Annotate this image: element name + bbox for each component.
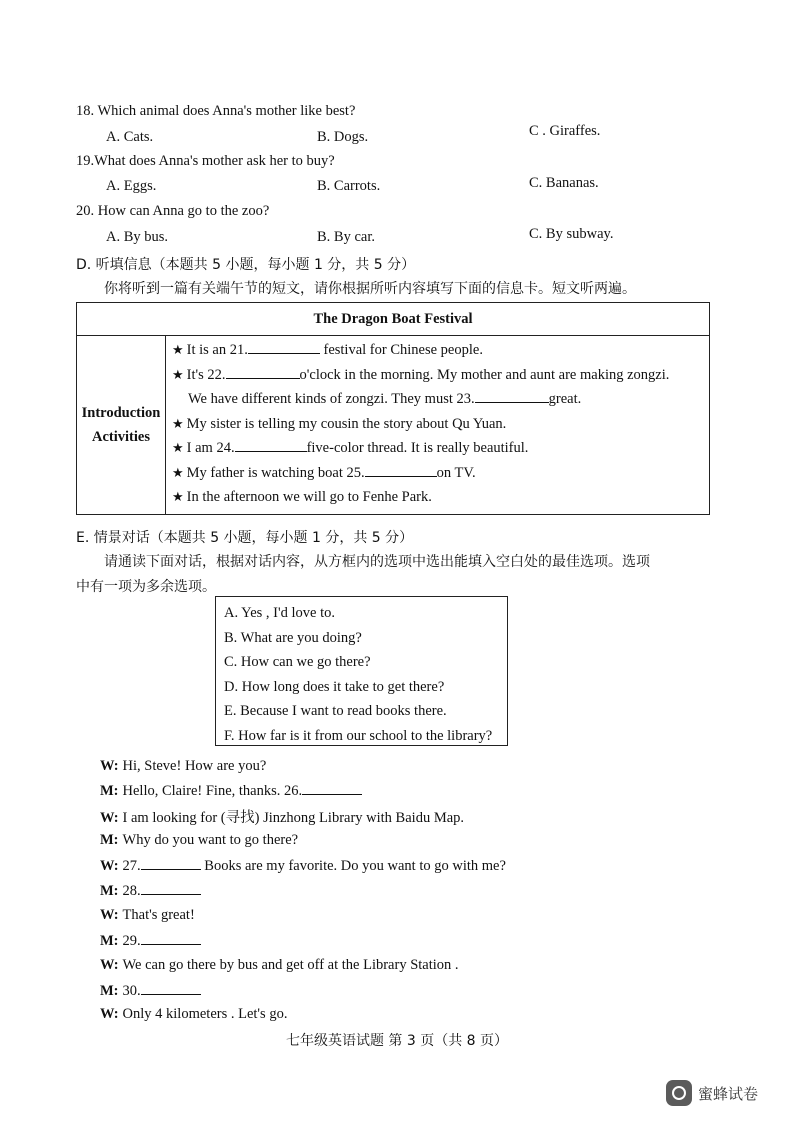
option-c: C. How can we go there? xyxy=(224,654,371,670)
question-19: 19.What does Anna's mother ask her to buy? xyxy=(76,153,335,169)
q18-option-c: C . Giraffes. xyxy=(529,123,601,139)
blank-30[interactable] xyxy=(141,982,201,995)
q20-option-a: A. By bus. xyxy=(106,229,169,245)
q20-option-b: B. By car. xyxy=(317,229,375,245)
options-box xyxy=(215,596,508,746)
speaker: M: xyxy=(100,933,119,949)
star-icon: ★ xyxy=(172,415,184,431)
blank-25[interactable] xyxy=(365,464,437,477)
info-row-23 xyxy=(172,387,709,412)
star-icon: ★ xyxy=(172,489,184,504)
question-20: 20. How can Anna go to the zoo? xyxy=(76,203,270,219)
info-row-21 xyxy=(172,338,709,363)
row-text: o'clock in the morning. My mother and aunt are making zongzi. xyxy=(299,366,670,383)
info-row-25 xyxy=(172,461,709,486)
section-e-heading: E. 情景对话（本题共 5 小题，每小题 1 分，共 5 分） xyxy=(76,530,414,546)
star-icon: ★ xyxy=(172,440,184,455)
row-text: My father is watching boat 25. xyxy=(186,464,365,481)
line-text: 30. xyxy=(122,983,141,999)
info-row-22 xyxy=(172,363,709,388)
question-18: 18. Which animal does Anna's mother like best? xyxy=(76,103,356,119)
row-text: great. xyxy=(548,391,582,407)
blank-29[interactable] xyxy=(141,932,201,945)
row-text: festival for Chinese people. xyxy=(323,342,483,358)
line-text: 28. xyxy=(122,883,141,899)
watermark-text: 蜜蜂试卷 xyxy=(698,1085,759,1103)
option-a: A. Yes , I'd love to. xyxy=(224,605,335,621)
blank-21[interactable] xyxy=(248,341,320,354)
blank-24[interactable] xyxy=(235,439,307,452)
line-text: We can go there by bus and get off at the Library Station . xyxy=(122,957,459,973)
info-card-table xyxy=(76,302,710,515)
info-card-label xyxy=(77,336,166,515)
dialogue-line xyxy=(100,832,298,849)
option-d: D. How long does it take to get there? xyxy=(224,678,445,695)
page-footer: 七年级英语试题 第 3 页（共 8 页） xyxy=(285,1033,509,1049)
line-text: Books are my favorite. Do you want to go with me? xyxy=(204,858,506,874)
star-icon: ★ xyxy=(172,464,184,480)
q19-option-a: A. Eggs. xyxy=(106,178,157,194)
dialogue-line xyxy=(100,806,464,827)
dialogue-line xyxy=(100,907,195,924)
watermark-logo xyxy=(666,1080,776,1110)
star-icon: ★ xyxy=(172,366,184,382)
line-text: That's great! xyxy=(122,907,195,923)
dialogue-line xyxy=(100,1006,287,1023)
speaker: M: xyxy=(100,983,119,999)
blank-23[interactable] xyxy=(475,390,549,403)
speaker: M: xyxy=(100,883,119,899)
row-text: on TV. xyxy=(436,464,476,481)
label-introduction: Introduction xyxy=(81,404,161,421)
speaker: M: xyxy=(100,783,119,799)
section-e-instruction-1: 请通读下面对话，根据对话内容，从方框内的选项中选出能填入空白处的最佳选项。选项 xyxy=(104,554,650,570)
option-f: F. How far is it from our school to the library? xyxy=(224,727,493,744)
dialogue-line xyxy=(100,882,201,900)
speaker: W: xyxy=(100,907,119,923)
q18-option-a: A. Cats. xyxy=(106,129,154,145)
blank-22[interactable] xyxy=(226,366,300,379)
row-text: It's 22. xyxy=(186,366,226,383)
blank-28[interactable] xyxy=(141,882,201,895)
dialogue-line xyxy=(100,857,506,875)
option-e: E. Because I want to read books there. xyxy=(224,703,447,719)
speaker: W: xyxy=(100,1006,119,1022)
row-text: I am 24. xyxy=(186,440,235,456)
line-text: Hello, Claire! Fine, thanks. 26. xyxy=(122,783,303,799)
label-activities: Activities xyxy=(92,428,150,445)
q19-option-c: C. Bananas. xyxy=(529,175,599,191)
blank-27[interactable] xyxy=(141,857,201,870)
speaker: W: xyxy=(100,758,119,774)
dialogue-line xyxy=(100,982,201,1000)
dialogue-line xyxy=(100,932,201,950)
q20-option-c: C. By subway. xyxy=(529,226,614,242)
info-card-title: The Dragon Boat Festival xyxy=(77,303,710,336)
info-row-24 xyxy=(172,436,709,461)
speaker: W: xyxy=(100,957,119,973)
line-text: Only 4 kilometers . Let's go. xyxy=(122,1006,288,1022)
info-row-park xyxy=(172,485,709,510)
option-b: B. What are you doing? xyxy=(224,629,362,646)
section-d-heading: D. 听填信息（本题共 5 小题，每小题 1 分，共 5 分） xyxy=(76,257,416,273)
q19-option-b: B. Carrots. xyxy=(317,178,381,194)
line-text: Why do you want to go there? xyxy=(122,832,299,848)
line-text: 27. xyxy=(122,858,141,874)
section-e-instruction-2: 中有一项为多余选项。 xyxy=(76,579,216,595)
row-text: It is an 21. xyxy=(186,342,248,358)
dialogue-line xyxy=(100,957,459,974)
row-text: We have different kinds of zongzi. They must 23. xyxy=(188,391,475,407)
speaker: W: xyxy=(100,810,119,826)
dialogue-line xyxy=(100,758,266,775)
line-text: 29. xyxy=(122,933,141,949)
star-icon: ★ xyxy=(172,342,184,357)
q18-option-b: B. Dogs. xyxy=(317,129,369,145)
line-text: I am looking for (寻找) Jinzhong Library with Baidu Map. xyxy=(122,810,465,826)
info-row-story xyxy=(172,412,709,437)
info-card-rows xyxy=(166,336,710,515)
line-text: Hi, Steve! How are you? xyxy=(122,758,267,774)
speaker: W: xyxy=(100,858,119,874)
blank-26[interactable] xyxy=(302,782,362,795)
row-text: In the afternoon we will go to Fenhe Park. xyxy=(186,489,432,505)
row-text: My sister is telling my cousin the story about Qu Yuan. xyxy=(186,415,507,432)
row-text: five-color thread. It is really beautiful. xyxy=(306,440,529,456)
logo-icon xyxy=(666,1080,692,1106)
dialogue-line xyxy=(100,782,362,800)
speaker: M: xyxy=(100,832,119,848)
section-d-instruction: 你将听到一篇有关端午节的短文，请你根据所听内容填写下面的信息卡。短文听两遍。 xyxy=(104,281,636,297)
